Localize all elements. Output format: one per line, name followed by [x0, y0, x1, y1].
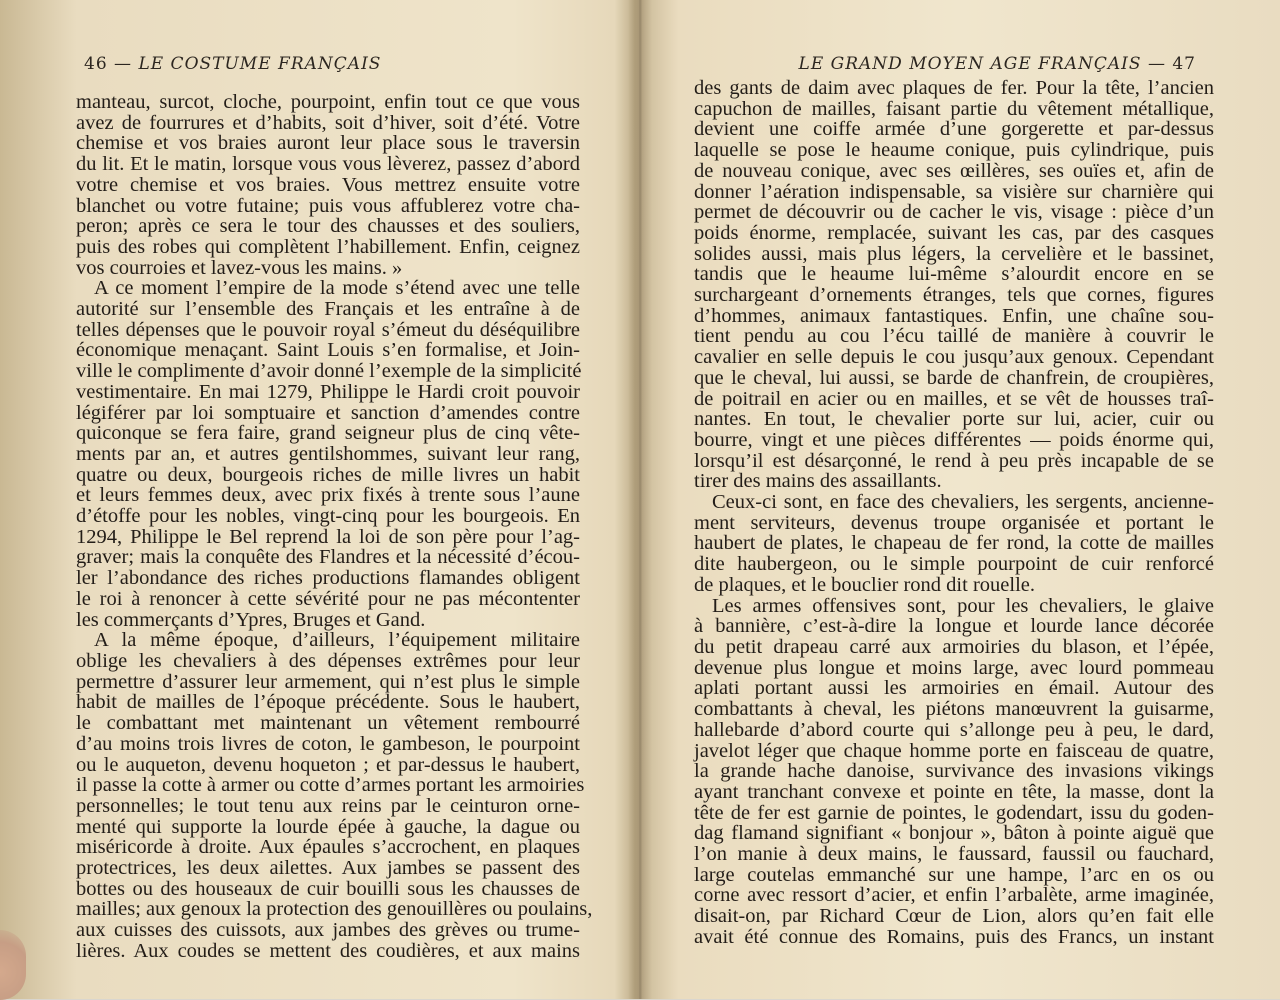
- text-line: autorité sur l’ensemble des Français et les entraîne à de: [76, 298, 580, 321]
- text-line: de plaques, et le bouclier rond dit rouelle.: [694, 573, 1035, 596]
- text-line: laquelle se pose le heaume conique, puis cylindrique, puis: [694, 139, 1214, 162]
- text-line: il passe la cotte à armer ou cotte d’armes portant les armoiries: [76, 774, 585, 797]
- text-line: javelot léger que chaque homme porte en faisceau de quatre,: [694, 739, 1214, 762]
- text-line: des gants de daim avec plaques de fer. Pour la tête, l’ancien: [694, 77, 1214, 99]
- text-line: le roi à renoncer à cette sévérité pour ne pas mécontenter: [76, 587, 580, 610]
- text-line: solides aussi, mais plus légers, la cervelière et le bassinet,: [694, 242, 1214, 265]
- text-line: ou le auqueton, devenu hoqueton ; et par-dessus le haubert,: [76, 753, 580, 776]
- text-line: avait été connue des Romains, puis des Francs, un instant: [694, 925, 1214, 948]
- text-line: disait-on, par Richard Cœur de Lion, alors qu’en fait elle: [694, 905, 1214, 928]
- text-line: de poitrail en acier ou en mailles, et se vêt de housses traî-: [694, 387, 1214, 410]
- text-line: lorsqu’il est désarçonné, le rend à peu près incapable de se: [694, 449, 1214, 472]
- text-line: menté qui supporte la lourde épée à gauche, la dague ou: [76, 815, 580, 838]
- text-line: large coutelas emmanché sur une hampe, l’arc en os ou: [694, 863, 1214, 886]
- text-line: et leurs femmes deux, avec prix fixés à trente sous l’aune: [76, 484, 580, 507]
- text-line: personnelles; le tout tenu aux reins par le ceinturon orne-: [76, 794, 580, 817]
- text-line: ville le complimente d’avoir donné l’exemple de la simplicité: [76, 360, 582, 383]
- text-line: tête de fer est garnie de pointes, le godendart, issu du goden-: [694, 801, 1214, 824]
- text-line: manteau, surcot, cloche, pourpoint, enfin tout ce que vous: [76, 91, 580, 113]
- text-line: tirer des mains des assaillants.: [694, 470, 942, 493]
- text-line: A ce moment l’empire de la mode s’étend avec une telle: [94, 277, 580, 300]
- text-line: chemise et vos braies auront leur place sous le traversin: [76, 132, 580, 155]
- text-line: votre chemise et vos braies. Vous mettrez ensuite votre: [76, 173, 580, 196]
- text-line: ments par an, et autres gentilshommes, suivant leur rang,: [76, 442, 580, 465]
- text-line: économique menaçant. Saint Louis s’en formalise, et Join-: [76, 339, 580, 362]
- text-line: hallebarde d’abord courte qui s’allonge peu à peu, le dard,: [694, 718, 1214, 741]
- text-line: du petit drapeau carré aux armoiries du blason, et l’épée,: [694, 635, 1214, 658]
- text-line: l’on manie à deux mains, le faussard, faussil ou fauchard,: [694, 843, 1214, 866]
- text-line: surchargeant d’ornements étranges, tels que cornes, figures: [694, 284, 1214, 307]
- right-running-title: LE GRAND MOYEN AGE FRANÇAIS: [798, 54, 1142, 74]
- text-line: avez de fourrures et d’habits, soit d’hiver, soit d’été. Votre: [76, 111, 580, 134]
- right-running-head: [799, 54, 1196, 74]
- text-line: lières. Aux coudes se mettent des coudières, et aux mains: [76, 939, 580, 962]
- right-page-body: [694, 78, 1214, 948]
- text-line: capuchon de mailles, faisant partie du vêtement métallique,: [694, 97, 1214, 120]
- text-line: tandis que le heaume lui-même s’alourdit encore en se: [694, 263, 1214, 286]
- text-line: permettre d’assurer leur armement, qui n’est plus le simple: [76, 670, 580, 693]
- text-line: poids énorme, remplacée, suivant les cas, par des casques: [694, 221, 1214, 244]
- text-line: devenue plus longue et moins large, avec lourd pommeau: [694, 656, 1214, 679]
- text-line: habit de mailles de l’époque précédente. Sous le haubert,: [76, 691, 580, 714]
- text-line: graver; mais la conquête des Flandres et la nécessité d’écou-: [76, 546, 580, 569]
- text-line: du lit. Et le matin, lorsque vous vous lèverez, passez d’abord: [76, 153, 580, 176]
- text-line: telles dépenses que le pouvoir royal s’émeut du déséquilibre: [76, 318, 580, 341]
- text-line: oblige les chevaliers à des dépenses extrêmes pour leur: [76, 649, 580, 672]
- text-line: puis des robes qui complètent l’habillement. Enfin, ceignez: [76, 235, 580, 258]
- text-line: tient pendu au cou l’écu taillé de manière à couvrir le: [694, 325, 1214, 348]
- text-line: combattants à cheval, les piétons manœuvrent la guisarme,: [694, 698, 1214, 721]
- text-line: nantes. En tout, le chevalier porte sur lui, acier, cuir ou: [694, 408, 1214, 431]
- text-line: dite haubergeon, ou le simple pourpoint de cuir renforcé: [694, 553, 1214, 576]
- text-line: de nouveau conique, avec ses œillères, ses ouïes et, afin de: [694, 159, 1214, 182]
- text-line: bourre, vingt et une pièces différentes — poids énorme qui,: [694, 428, 1214, 451]
- text-line: permet de découvrir ou de cacher le vis, visage : pièce d’un: [694, 201, 1214, 224]
- text-line: d’au moins trois livres de coton, le gambeson, le pourpoint: [76, 732, 580, 755]
- text-line: que le cheval, lui aussi, se barde de chanfrein, de croupières,: [694, 366, 1214, 389]
- left-head-separator: —: [114, 54, 133, 74]
- left-page: [0, 0, 636, 999]
- text-line: la grande hache danoise, survivance des invasions vikings: [694, 760, 1214, 783]
- text-line: ment serviteurs, devenus troupe organisée et portant le: [694, 511, 1214, 534]
- text-line: corne avec ressort d’acier, et enfin l’arbalète, arme imaginée,: [694, 884, 1214, 907]
- text-line: quatre ou deux, bourgeois riches de mille livres un habit: [76, 463, 580, 486]
- text-line: vos courroies et lavez-vous les mains. »: [76, 256, 403, 279]
- left-page-number: 46: [84, 54, 108, 74]
- text-line: à bannière, c’est-à-dire la longue et lourde lance décorée: [694, 615, 1214, 638]
- text-line: ler l’abondance des riches productions flamandes obligent: [76, 567, 580, 590]
- right-page-number: 47: [1172, 54, 1196, 74]
- right-head-separator: —: [1147, 54, 1166, 74]
- text-line: aplati portant aussi les armoiries en émail. Autour des: [694, 677, 1214, 700]
- text-line: ayant tranchant convexe et pointe en tête, la masse, dont la: [694, 780, 1214, 803]
- left-page-body: [76, 91, 593, 962]
- right-page: [644, 0, 1280, 999]
- text-line: Les armes offensives sont, pour les chevaliers, le glaive: [712, 594, 1214, 617]
- text-line: blanchet ou votre futaine; puis vous affublerez votre cha-: [76, 194, 580, 217]
- text-line: Ceux-ci sont, en face des chevaliers, les sergents, ancienne-: [712, 491, 1214, 514]
- left-running-head: [84, 54, 381, 74]
- text-line: bottes ou des houseaux de cuir bouilli sous les chausses de: [76, 877, 580, 900]
- text-line: 1294, Philippe le Bel reprend la loi de son père pour l’ag-: [76, 525, 580, 548]
- left-running-title: LE COSTUME FRANÇAIS: [138, 54, 382, 74]
- text-line: vestimentaire. En mai 1279, Philippe le Hardi croit pouvoir: [76, 380, 580, 403]
- text-line: haubert de plates, le chapeau de fer rond, la cotte de mailles: [694, 532, 1214, 555]
- text-line: cavalier en selle depuis le cou jusqu’aux genoux. Cependant: [694, 346, 1214, 369]
- text-line: les commerçants d’Ypres, Bruges et Gand.: [76, 608, 426, 631]
- text-line: d’étoffe pour les nobles, vingt-cinq pour les bourgeois. En: [76, 505, 580, 528]
- text-line: miséricorde à droite. Aux épaules s’accrochent, en plaques: [76, 836, 580, 859]
- text-line: légiférer par loi somptuaire et sanction d’amendes contre: [76, 401, 580, 424]
- text-line: d’hommes, animaux fantastiques. Enfin, une chaîne sou-: [694, 304, 1214, 327]
- text-line: A la même époque, d’ailleurs, l’équipement militaire: [94, 629, 580, 652]
- text-line: mailles; aux genoux la protection des genouillères ou poulains,: [76, 898, 593, 921]
- text-line: le combattant met maintenant un vêtement rembourré: [76, 712, 580, 735]
- text-line: peron; après ce sera le tour des chausses et des souliers,: [76, 215, 580, 238]
- text-line: devient une coiffe armée d’une gorgerette et par-dessus: [694, 118, 1214, 141]
- text-line: donner l’aération indispensable, sa visière sur charnière qui: [694, 180, 1214, 203]
- text-line: aux cuisses des cuissots, aux jambes des grèves ou trume-: [76, 919, 580, 942]
- text-line: protectrices, les deux ailettes. Aux jambes se passent des: [76, 857, 580, 880]
- text-line: dag flamand signifiant « bonjour », bâton à pointe aiguë que: [694, 822, 1214, 845]
- text-line: quiconque se fera faire, grand seigneur plus de cinq vête-: [76, 422, 580, 445]
